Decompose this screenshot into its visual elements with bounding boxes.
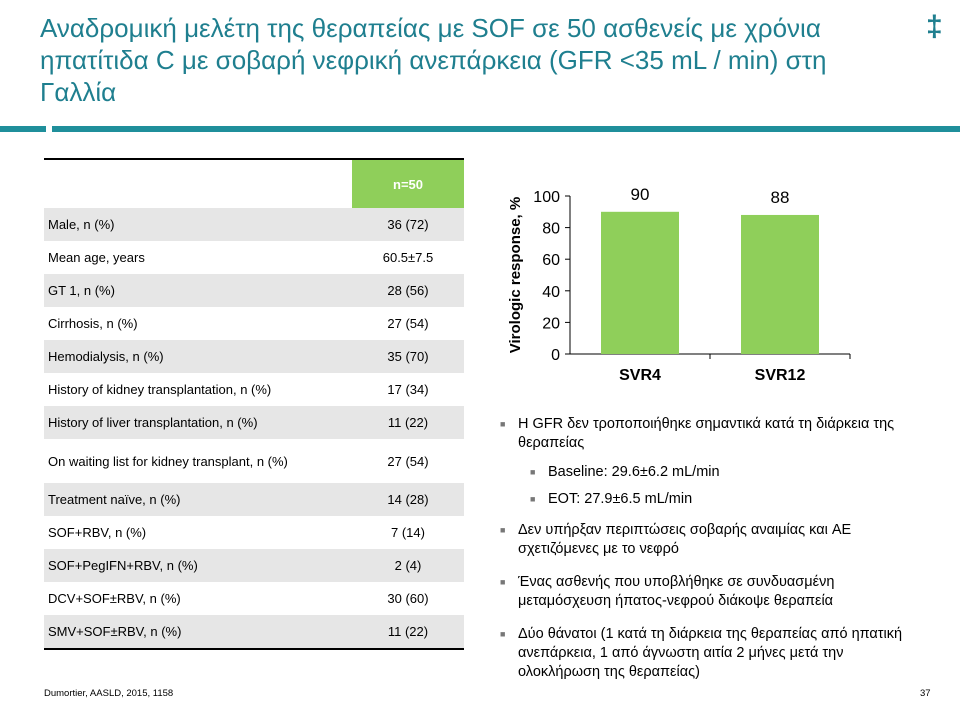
bar xyxy=(601,212,679,354)
table-row xyxy=(44,406,464,439)
table-header-row xyxy=(44,159,464,208)
page-number: 37 xyxy=(920,688,931,699)
row-label: Treatment naïve, n (%) xyxy=(44,483,352,516)
bullet-gfr xyxy=(500,415,920,453)
row-value: 7 (14) xyxy=(391,525,425,540)
y-tick-label: 60 xyxy=(542,252,560,270)
sub-bullet-eot xyxy=(518,490,920,509)
row-value: 14 (28) xyxy=(352,483,464,516)
data-label: 88 xyxy=(770,187,790,207)
bullet-marker-icon: ■ xyxy=(500,525,506,535)
baseline-characteristics-table xyxy=(44,158,464,650)
row-label: DCV+SOF±RBV, n (%) xyxy=(48,591,181,606)
virologic-response-chart xyxy=(500,168,860,404)
y-axis-title: Virologic response, % xyxy=(507,196,524,354)
bullet-deaths xyxy=(500,625,920,682)
bullet-marker-icon: ■ xyxy=(500,629,506,639)
table-row xyxy=(44,483,464,516)
data-label: 90 xyxy=(630,184,650,204)
table-row xyxy=(44,274,464,307)
title-divider-right xyxy=(52,126,960,132)
table-row xyxy=(44,582,464,615)
bullet-marker-icon: ■ xyxy=(500,577,506,587)
table-header-empty xyxy=(44,159,352,208)
bullet-marker-icon: ■ xyxy=(530,467,536,477)
sub-bullet-baseline xyxy=(518,463,920,482)
table-row xyxy=(44,208,464,241)
table-row xyxy=(44,516,464,549)
row-value: 60.5±7.5 xyxy=(382,250,434,265)
row-label: Cirrhosis, n (%) xyxy=(48,316,138,331)
bullet-text: Ένας ασθενής που υποβλήθηκε σε συνδυασμένη μεταμόσχευση ήπατος-νεφρού διάκοψε θεραπεία xyxy=(518,574,835,609)
row-value: 28 (56) xyxy=(352,274,464,307)
row-value: 17 (34) xyxy=(387,382,429,397)
table-row xyxy=(44,549,464,582)
table-header-n: n=50 xyxy=(352,159,464,208)
row-value: 11 (22) xyxy=(352,406,464,439)
table-row xyxy=(44,241,464,274)
row-value: 35 (70) xyxy=(352,340,464,373)
table-row xyxy=(44,307,464,340)
row-label: Male, n (%) xyxy=(44,208,352,241)
row-value: 27 (54) xyxy=(387,453,429,469)
findings-list xyxy=(500,415,920,696)
source-citation: Dumortier, AASLD, 2015, 1158 xyxy=(44,688,174,699)
bullet-marker-icon: ■ xyxy=(530,494,536,504)
bullet-text: Baseline: 29.6±6.2 mL/min xyxy=(548,464,720,480)
bullet-text: EOT: 27.9±6.5 mL/min xyxy=(548,491,693,507)
row-label: On waiting list for kidney transplant, n (%) xyxy=(48,453,288,469)
bullet-text: Δεν υπήρξαν περιπτώσεις σοβαρής αναιμίας και AE σχετιζόμενες με το νεφρό xyxy=(518,522,852,557)
bullet-text: Η GFR δεν τροποποιήθηκε σημαντικά κατά τη διάρκεια της θεραπείας xyxy=(518,416,895,451)
row-label: SOF+PegIFN+RBV, n (%) xyxy=(44,549,352,582)
bullet-text: Δύο θάνατοι (1 κατά τη διάρκεια της θεραπείας από ηπατική ανεπάρκεια, 1 από άγνωστη αιτία 2 μήνες μετά την ολοκλήρωση της θεραπείας) xyxy=(518,626,903,680)
row-value: 27 (54) xyxy=(387,316,429,331)
y-tick-label: 100 xyxy=(533,189,560,206)
dagger-symbol: ‡ xyxy=(926,10,943,43)
slide-title: Αναδρομική μελέτη της θεραπείας με SOF σε 50 ασθενείς με χρόνια ηπατίτιδα C με σοβαρή νεφρική ανεπάρκεια (GFR <35 mL / min) στη Γαλλία xyxy=(40,13,827,107)
bar xyxy=(741,215,819,354)
row-label: Mean age, years xyxy=(48,250,145,265)
row-label: Hemodialysis, n (%) xyxy=(44,340,352,373)
bullet-transplant xyxy=(500,573,920,611)
y-tick-label: 0 xyxy=(551,347,560,364)
row-value: 30 (60) xyxy=(387,591,429,606)
y-tick-label: 40 xyxy=(542,283,560,301)
table-row xyxy=(44,340,464,373)
table-row xyxy=(44,615,464,649)
row-label: History of kidney transplantation, n (%) xyxy=(48,382,272,397)
row-value: 36 (72) xyxy=(352,208,464,241)
x-tick-label: SVR4 xyxy=(619,367,661,384)
y-tick-label: 20 xyxy=(542,315,560,333)
row-value: 11 (22) xyxy=(352,615,464,649)
row-value: 2 (4) xyxy=(352,549,464,582)
row-label: SMV+SOF±RBV, n (%) xyxy=(44,615,352,649)
row-label: History of liver transplantation, n (%) xyxy=(44,406,352,439)
bullet-anemia xyxy=(500,521,920,559)
y-tick-label: 80 xyxy=(542,220,560,238)
row-label: GT 1, n (%) xyxy=(44,274,352,307)
table-row xyxy=(44,373,464,406)
row-label: SOF+RBV, n (%) xyxy=(48,525,147,540)
bullet-marker-icon: ■ xyxy=(500,419,506,429)
title-divider-left xyxy=(0,126,46,132)
table-row xyxy=(44,439,464,483)
x-tick-label: SVR12 xyxy=(754,367,806,384)
